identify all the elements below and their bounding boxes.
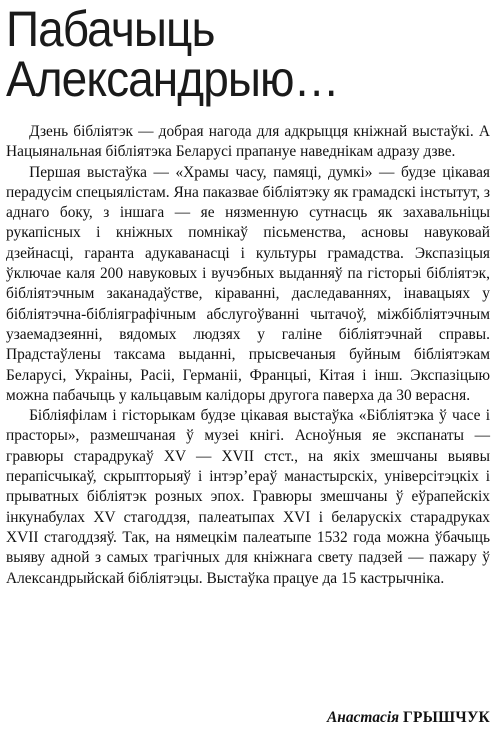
headline-line-2: Александрыю… bbox=[6, 51, 339, 107]
article-paragraph-1: Дзень бібліятэк — добрая нагода для адкрыцця кніжнай выстаўкі. А Нацыянальная бібліятэка Беларусі прапануе наведнікам адразу дзве. bbox=[6, 123, 490, 161]
article-headline bbox=[6, 1, 451, 107]
author-last-name: ГРЫШЧУК bbox=[402, 709, 490, 726]
headline-line-1: Пабачыць bbox=[6, 1, 215, 57]
article-paragraph-3: Бібліяфілам і гісторыкам будзе цікавая выстаўка «Бібліятэка ў часе і прасторы», размешчаная ў музеі кнігі. Асноўныя яе экспанаты — гравюры старадрукаў XV — XVII стст., на якіх змешчаны выявы перапісчыкаў, скрыпторыяў і інтэр’ераў манастырскіх, універсітэцкіх і прыватных бібліятэк розных эпох. Гравюры змешчаны ў еўрапейскіх інкунабулах XV стагоддзя, палеатыпах XVI і беларускіх старадруках XVII стагоддзяў. Так, на нямецкім палеатыпе 1532 года можна ўбачыць выяву адной з самых трагічных для кніжнага свету падзей — пажару ў Александрыйскай бібліятэцы. Выстаўка працуе да 15 кастрычніка. bbox=[6, 407, 490, 587]
article-body bbox=[6, 122, 490, 589]
article-paragraph-2: Першая выстаўка — «Храмы часу, памяці, думкі» — будзе цікавая перадусім спецыялістам. Яна паказвае бібліятэку як грамадскі інстытут, з аднаго боку, з іншага — яе нязменную сутнасць як захавальніцы рукапісных і кніжных помнікаў пісьменства, асновы навуковай дзейнасці, гаранта адукаванасці і культуры грамадства. Экспазіцыя ўключае каля 200 навуковых і вучэбных выданняў па гісторыі бібліятэк, бібліятэчным заканадаўстве, кіраванні, даследаваннях, інавацыях у бібліятэчна-бібліяграфічным абслугоўванні чытачоў, міжбібліятэчным узаемадзеянні, вядомых людзях у галіне бібліятэчнай справы. Прадстаўлены таксама выданні, прысвечаныя буйным бібліятэкам Беларусі, Украіны, Расіі, Германіі, Францыі, Кітая і інш. Экспазіцыю можна пабачыць у кальцавым калідоры другога паверха да 30 верасня. bbox=[6, 163, 490, 404]
author-first-name: Анастасія bbox=[327, 709, 400, 726]
author-byline bbox=[327, 708, 490, 728]
